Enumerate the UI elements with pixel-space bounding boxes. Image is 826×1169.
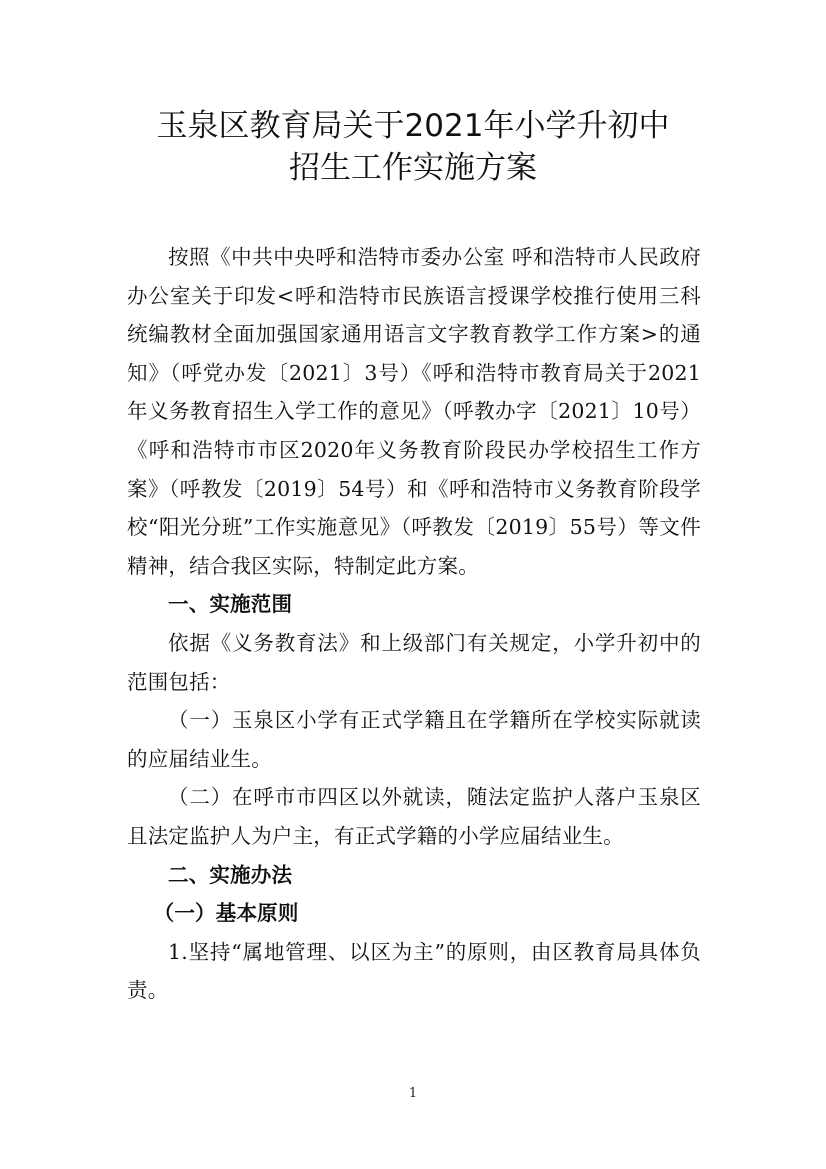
section-1-heading: 一、实施范围 [168, 592, 293, 617]
scope-item-2: （二）在呼市市四区以外就读，随法定监护人落户玉泉区且法定监护人为户主，有正式学籍的小学应届结业生。 [127, 785, 701, 848]
document-title-line-2: 招生工作实施方案 [289, 150, 537, 186]
document-body [127, 238, 701, 1010]
document-title-line-1: 玉泉区教育局关于2021年小学升初中 [156, 108, 670, 144]
section-1-paragraph: 依据《义务教育法》和上级部门有关规定，小学升初中的范围包括： [127, 630, 701, 694]
scope-item-1: （一）玉泉区小学有正式学籍且在学籍所在学校实际就读的应届结业生。 [127, 708, 701, 771]
principle-1-paragraph: 1.坚持“属地管理、以区为主”的原则，由区教育局具体负责。 [127, 939, 701, 1003]
section-2-heading: 二、实施办法 [168, 862, 293, 887]
subsection-1-heading: （一）基本原则 [153, 901, 299, 926]
page-number: 1 [408, 1086, 418, 1101]
intro-paragraph: 按照《中共中央呼和浩特市委办公室 呼和浩特市人民政府办公室关于印发<呼和浩特市民族语言授课学校推行使用三科统编教材全面加强国家通用语言文字教育教学工作方案>的通知》（呼党办发〔2021〕3号）《呼和浩特市教育局关于2021年义务教育招生入学工作的意见》（呼教办字〔2021〕10号）《呼和浩特市市区2020年义务教育阶段民办学校招生工作方案》（呼教发〔2019〕54号）和《呼和浩特市义务教育阶段学校“阳光分班”工作实施意见》（呼教发〔2019〕55号）等文件精神，结合我区实际，特制定此方案。 [127, 245, 701, 578]
